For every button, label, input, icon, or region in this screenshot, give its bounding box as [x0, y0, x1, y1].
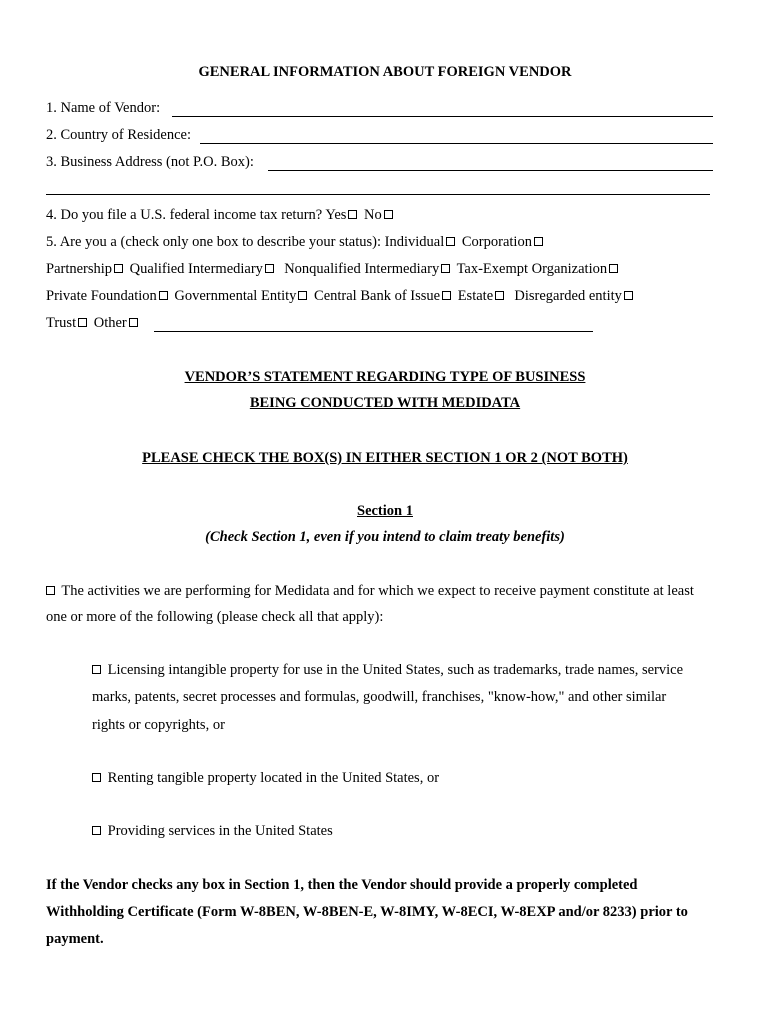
individual-checkbox[interactable] — [446, 237, 455, 246]
licensing-checkbox[interactable] — [92, 665, 101, 674]
q5-row-3 — [46, 288, 636, 305]
q5-text: 5. Are you a (check only one box to describe your status): — [46, 234, 382, 250]
section1-note-line2: Withholding Certificate (Form W-8BEN, W-8BEN-E, W-8IMY, W-8ECI, W-8EXP and/or 8233) prior to — [46, 904, 688, 920]
other-field[interactable] — [154, 331, 593, 332]
disregarded-entity-checkbox[interactable] — [624, 291, 633, 300]
partnership-checkbox[interactable] — [114, 264, 123, 273]
services-item — [92, 823, 333, 840]
q5-row-1 — [46, 234, 546, 251]
q4-row — [46, 207, 396, 224]
section1-title: Section 1 — [357, 503, 413, 519]
option-disregarded-entity-label: Disregarded entity — [514, 288, 622, 304]
option-nonqualified-intermediary-label: Nonqualified Intermediary — [284, 261, 440, 277]
renting-text: Renting tangible property located in the United States, or — [107, 770, 440, 786]
option-partnership-label: Partnership — [46, 261, 113, 277]
section1-intro-line2: one or more of the following (please check all that apply): — [46, 609, 384, 625]
address-field[interactable] — [268, 170, 713, 171]
option-individual-label: Individual — [384, 234, 445, 250]
licensing-text: Licensing intangible property for use in the United States, such as trademarks, trade names, service — [107, 662, 684, 678]
address-field-line2[interactable] — [46, 194, 710, 195]
option-estate-label: Estate — [457, 288, 494, 304]
tax-exempt-checkbox[interactable] — [609, 264, 618, 273]
section1-intro-text: The activities we are performing for Medidata and for which we expect to receive payment constitute at least — [61, 583, 694, 599]
option-qualified-intermediary-label: Qualified Intermediary — [129, 261, 263, 277]
section1-note-line1: If the Vendor checks any box in Section 1, then the Vendor should provide a properly completed — [46, 877, 638, 893]
private-foundation-checkbox[interactable] — [159, 291, 168, 300]
section1-intro-line1 — [46, 583, 694, 600]
page-title: GENERAL INFORMATION ABOUT FOREIGN VENDOR — [198, 64, 572, 80]
vendor-name-field[interactable] — [172, 116, 713, 117]
activities-checkbox[interactable] — [46, 586, 55, 595]
section1-subtitle: (Check Section 1, even if you intend to claim treaty benefits) — [205, 529, 565, 545]
q5-row-4 — [46, 315, 141, 332]
q4-yes-label: Yes — [325, 207, 347, 223]
option-private-foundation-label: Private Foundation — [46, 288, 157, 304]
option-corporation-label: Corporation — [461, 234, 532, 250]
other-checkbox[interactable] — [129, 318, 138, 327]
yes-checkbox[interactable] — [348, 210, 357, 219]
estate-checkbox[interactable] — [495, 291, 504, 300]
statement-heading-line2: BEING CONDUCTED WITH MEDIDATA — [249, 395, 521, 411]
licensing-item-line1 — [92, 662, 683, 679]
q5-row-2 — [46, 261, 621, 278]
option-tax-exempt-label: Tax-Exempt Organization — [456, 261, 608, 277]
no-checkbox[interactable] — [384, 210, 393, 219]
services-text: Providing services in the United States — [107, 823, 333, 839]
central-bank-checkbox[interactable] — [442, 291, 451, 300]
check-heading: PLEASE CHECK THE BOX(S) IN EITHER SECTION 1 OR 2 (NOT BOTH) — [142, 450, 628, 466]
corporation-checkbox[interactable] — [534, 237, 543, 246]
country-label: 2. Country of Residence: — [46, 127, 191, 143]
address-label: 3. Business Address (not P.O. Box): — [46, 154, 254, 170]
governmental-entity-checkbox[interactable] — [298, 291, 307, 300]
vendor-name-label: 1. Name of Vendor: — [46, 100, 161, 116]
country-field[interactable] — [200, 143, 713, 144]
option-governmental-entity-label: Governmental Entity — [174, 288, 297, 304]
option-trust-label: Trust — [46, 315, 77, 331]
section1-note-line3: payment. — [46, 931, 104, 947]
nonqualified-intermediary-checkbox[interactable] — [441, 264, 450, 273]
option-other-label: Other — [93, 315, 127, 331]
licensing-item-line3: rights or copyrights, or — [92, 717, 225, 733]
statement-heading-line1: VENDOR’S STATEMENT REGARDING TYPE OF BUSINESS — [184, 369, 586, 385]
renting-item — [92, 770, 439, 787]
trust-checkbox[interactable] — [78, 318, 87, 327]
renting-checkbox[interactable] — [92, 773, 101, 782]
qualified-intermediary-checkbox[interactable] — [265, 264, 274, 273]
q4-text: 4. Do you file a U.S. federal income tax return? — [46, 207, 323, 223]
q4-no-label: No — [364, 207, 382, 223]
services-checkbox[interactable] — [92, 826, 101, 835]
option-central-bank-label: Central Bank of Issue — [314, 288, 441, 304]
licensing-item-line2: marks, patents, secret processes and formulas, goodwill, franchises, "know-how," and other similar — [92, 689, 667, 705]
